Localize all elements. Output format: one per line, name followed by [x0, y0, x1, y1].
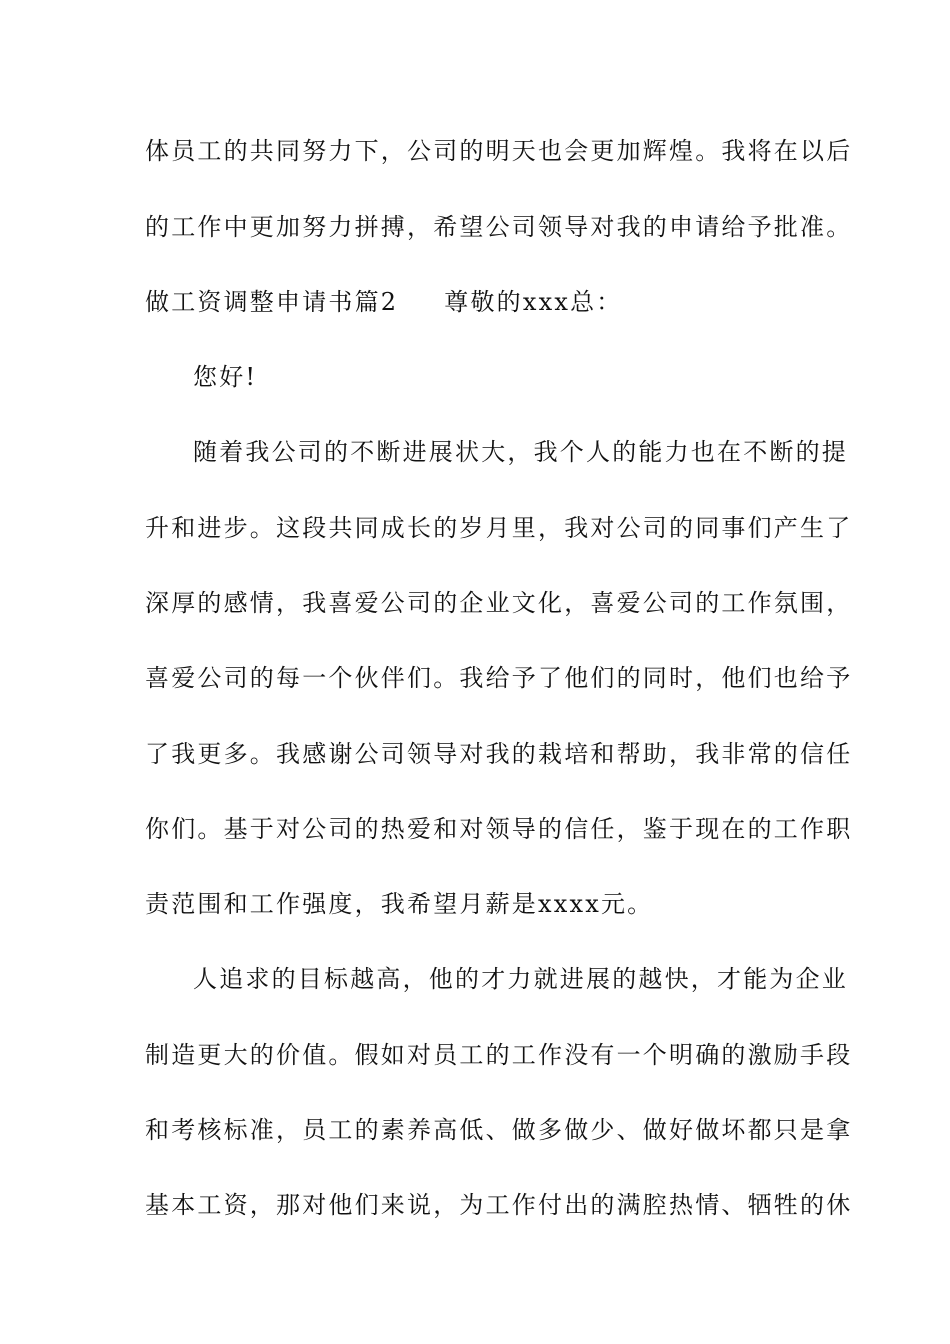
section-heading-line: [145, 286, 815, 318]
paragraph-line: 随着我公司的不断进展状大，我个人的能力也在不断的提: [193, 438, 848, 466]
paragraph-line: 和考核标准，员工的素养高低、做多做少、做好做坏都只是拿: [145, 1116, 853, 1144]
text-line: 的工作中更加努力拼搏，希望公司领导对我的申请给予批准。: [145, 213, 853, 241]
paragraph-line: 深厚的感情，我喜爱公司的企业文化，喜爱公司的工作氛围，: [145, 589, 853, 617]
paragraph-line: 制造更大的价值。假如对员工的工作没有一个明确的激励手段: [145, 1041, 853, 1069]
paragraph-line: 你们。基于对公司的热爱和对领导的信任，鉴于现在的工作职: [145, 815, 853, 843]
section-heading: 做工资调整申请书篇2: [145, 288, 399, 316]
paragraph-line: 升和进步。这段共同成长的岁月里，我对公司的同事们产生了: [145, 514, 853, 542]
paragraph-line: 了我更多。我感谢公司领导对我的栽培和帮助，我非常的信任: [145, 740, 853, 768]
paragraph-line: 责范围和工作强度，我希望月薪是xxxx元。: [145, 890, 654, 918]
text-line: 体员工的共同努力下，公司的明天也会更加辉煌。我将在以后: [145, 137, 853, 165]
greeting: 您好!: [193, 363, 258, 391]
paragraph-line: 基本工资，那对他们来说，为工作付出的满腔热情、牺牲的休: [145, 1191, 853, 1219]
salutation: 尊敬的xxx总：: [444, 288, 623, 316]
paragraph-line: 人追求的目标越高，他的才力就进展的越快，才能为企业: [193, 965, 848, 993]
paragraph-line: 喜爱公司的每一个伙伴们。我给予了他们的同时，他们也给予: [145, 664, 853, 692]
